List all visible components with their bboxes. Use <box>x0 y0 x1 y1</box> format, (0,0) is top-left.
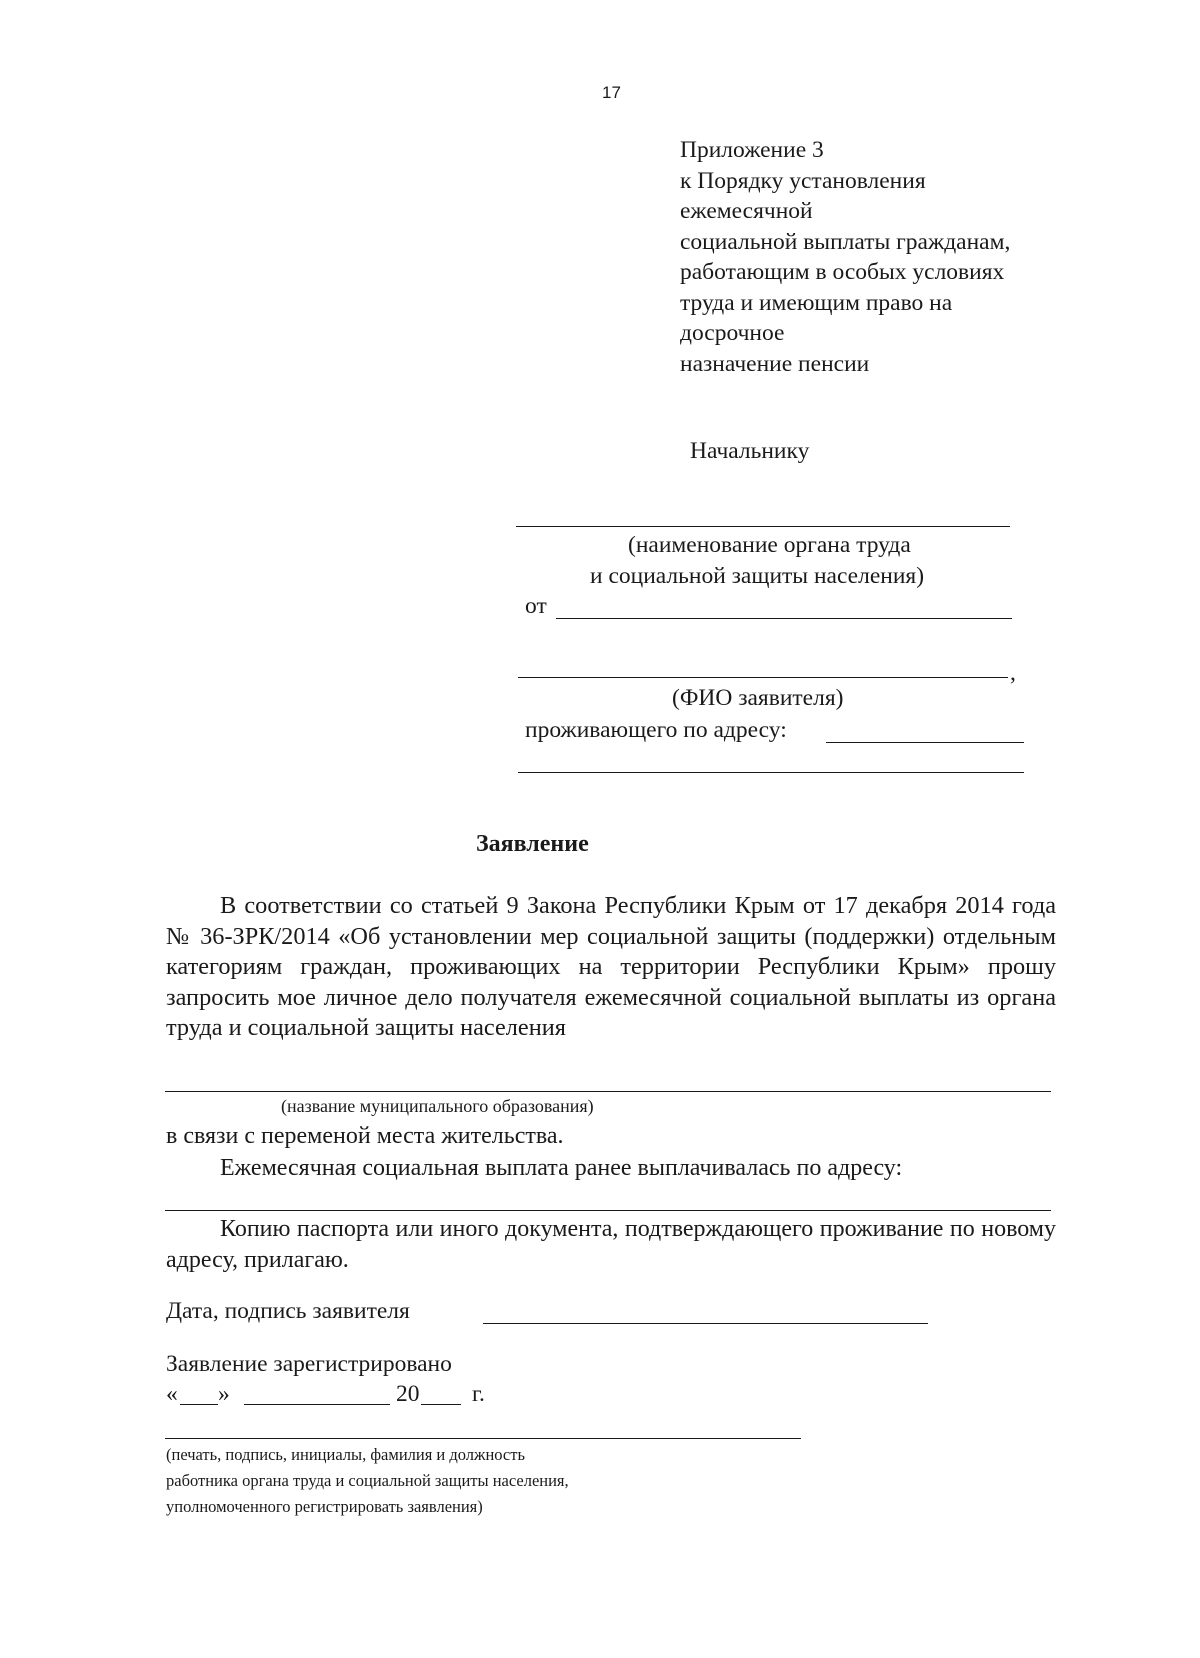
registrar-hint-line: работника органа труда и социальной защиты населения, <box>166 1471 569 1490</box>
address-label: проживающего по адресу: <box>525 717 787 743</box>
registrar-hint <box>166 1442 569 1520</box>
fio-comma: , <box>1010 660 1016 686</box>
org-name-hint-1: (наименование органа труда <box>628 532 911 558</box>
document-title: Заявление <box>476 831 589 857</box>
municipality-hint: (название муниципального образования) <box>281 1096 594 1116</box>
year-prefix: 20 <box>396 1381 420 1407</box>
annex-line: работающим в особых условиях <box>680 259 1005 285</box>
fio-hint: (ФИО заявителя) <box>672 685 844 711</box>
municipality-blank[interactable] <box>165 1091 1051 1092</box>
previous-address-label: Ежемесячная социальная выплата ранее выплачивалась по адресу: <box>220 1155 903 1181</box>
relocation-reason: в связи с переменой места жительства. <box>166 1123 564 1149</box>
org-name-hint-2: и социальной защиты населения) <box>590 563 925 589</box>
day-blank[interactable] <box>180 1404 218 1405</box>
address-blank-2[interactable] <box>518 772 1024 773</box>
address-blank-1[interactable] <box>826 742 1024 743</box>
annex-line: назначение пенсии <box>680 350 870 377</box>
previous-address-blank[interactable] <box>165 1210 1051 1211</box>
month-blank[interactable] <box>244 1404 390 1405</box>
org-name-blank[interactable] <box>516 526 1010 527</box>
fio-blank[interactable] <box>518 677 1008 678</box>
registration-label: Заявление зарегистрировано <box>166 1351 452 1377</box>
year-blank[interactable] <box>421 1404 461 1405</box>
open-quote: « <box>166 1381 178 1407</box>
close-quote: » <box>218 1381 230 1407</box>
annex-line: к Порядку установления <box>680 167 926 194</box>
annex-line: социальной выплаты гражданам, <box>680 228 1011 255</box>
annex-header <box>680 135 1010 379</box>
registrar-hint-line: (печать, подпись, инициалы, фамилия и должность <box>166 1445 525 1464</box>
annex-line: Приложение 3 <box>680 137 824 163</box>
main-paragraph: В соответствии со статьей 9 Закона Республики Крым от 17 декабря 2014 года № 36-ЗРК/2014 «Об установлении мер социальной защиты (поддержки) отдельным категориям граждан, проживающих на территории Республики Крым» прошу запросить мое личное дело получателя ежемесячной социальной выплаты из органа труда и социальной защиты населения <box>166 892 1056 1042</box>
signature-blank[interactable] <box>483 1323 928 1324</box>
attachment-paragraph: Копию паспорта или иного документа, подтверждающего проживание по новому адресу, прилагаю. <box>166 1216 1056 1273</box>
annex-line: труда и имеющим право на <box>680 289 953 316</box>
from-label: от <box>525 593 547 619</box>
from-blank[interactable] <box>556 618 1012 619</box>
annex-line: досрочное <box>680 320 785 346</box>
annex-line: ежемесячной <box>680 198 813 224</box>
page-number: 17 <box>602 83 621 102</box>
registrar-hint-line: уполномоченного регистрировать заявления) <box>166 1497 483 1516</box>
year-suffix: г. <box>472 1381 485 1407</box>
date-signature-label: Дата, подпись заявителя <box>166 1298 410 1324</box>
addressee-to: Начальнику <box>690 438 810 464</box>
registrar-blank[interactable] <box>165 1438 801 1439</box>
